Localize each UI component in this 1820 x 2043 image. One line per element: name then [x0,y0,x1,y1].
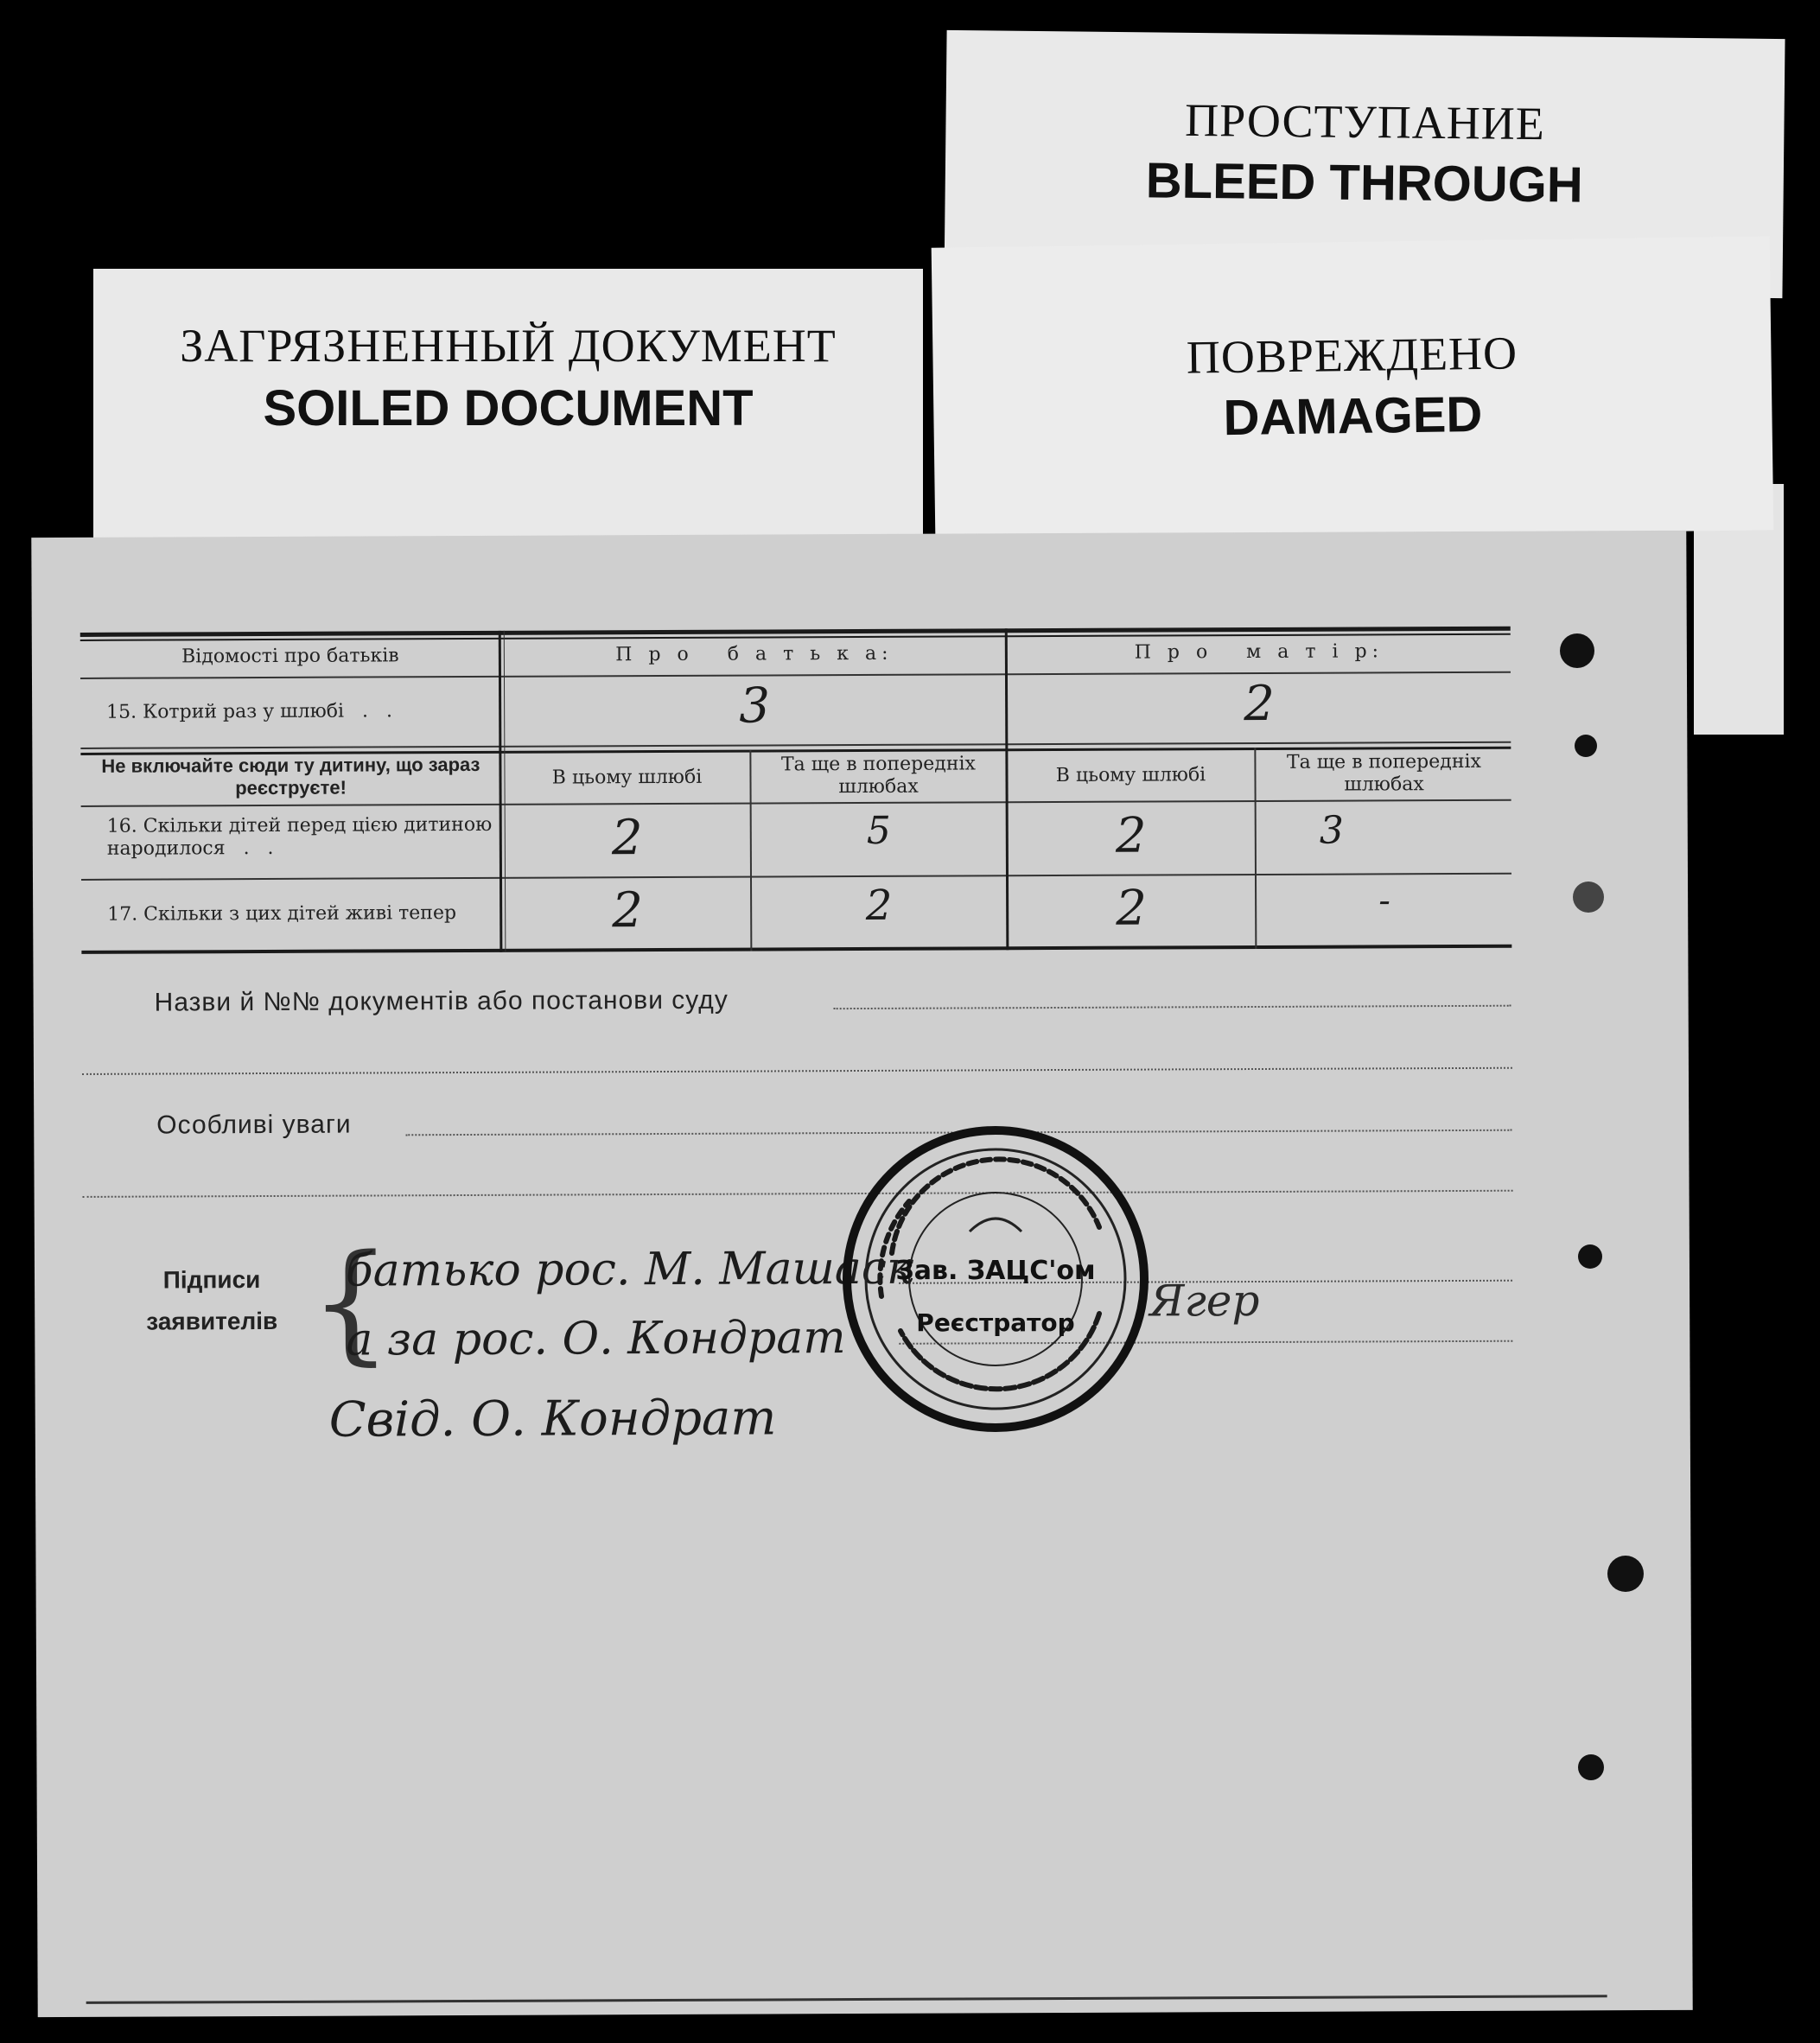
header-parents-info: Відомості про батьків [181,645,399,668]
signature-line-3: Свід. О. Кондрат [328,1390,777,1448]
signatures-brace: { [309,1227,392,1378]
bleed-through-en: BLEED THROUGH [1145,152,1584,213]
punch-hole [1573,881,1604,913]
soiled-document-label [93,269,923,554]
signatures-label: Підписи заявителів [146,1266,278,1335]
bleed-through-ru: ПРОСТУПАНИЕ [1184,93,1546,150]
punch-hole [1578,1754,1604,1780]
stamp-text-head: Зав. ЗАЦС'ом [895,1256,1096,1286]
punch-hole [1560,633,1594,668]
signature-line-1: батько рос. М. Машаск [345,1242,914,1297]
header-father: П р о б а т ь к а: [615,642,894,666]
row17-value-2: 2 [865,881,893,930]
soiled-document-ru: ЗАГРЯЗНЕННЫЙ ДОКУМЕНТ [180,320,837,372]
row17-value-4: - [1378,881,1390,921]
damaged-en: DAMAGED [1223,385,1483,447]
subheader-this-marriage-mother: В цьому шлюбі [1055,764,1206,787]
row16-label: 16. Скільки дітей перед цією дитиною народилося . . [106,813,499,860]
documents-label: Назви й №№ документів або постанови суду [154,985,729,1017]
row17-label: 17. Скільки з цих дітей живі тепер [107,902,457,926]
stamp-text-registrar: Реєстратор [916,1308,1075,1337]
row17-value-3: 2 [1116,880,1148,937]
subheader-previous-mother: Та ще в попередніх шлюбах [1286,750,1481,796]
header-mother: П р о м а т і р: [1134,640,1384,664]
registrar-signature: Ягер [1149,1275,1260,1327]
subheader-previous-father: Та ще в попередніх шлюбах [780,753,976,799]
row17-value-1: 2 [612,882,644,939]
punch-hole [1578,1244,1602,1269]
warning-exclude-child: Не включайте сюди ту дитину, що зараз реєструєте! [101,753,480,799]
signature-line-2: а за рос. О. Кондрат [346,1312,846,1366]
damaged-label [932,236,1774,542]
row16-value-2: 5 [866,808,891,853]
soiled-document-en: SOILED DOCUMENT [263,380,754,436]
row15-label: 15. Котрий раз у шлюбі . . [106,700,392,723]
row15-mother-value: 2 [1244,675,1276,733]
row16-value-1: 2 [611,810,643,867]
punch-hole [1575,735,1597,757]
official-seal-stamp [840,1123,1151,1435]
notes-label: Особливі уваги [156,1110,352,1140]
damaged-ru: ПОВРЕЖДЕНО [1186,327,1518,384]
row15-father-value: 3 [739,678,771,735]
row16-value-3: 2 [1115,807,1147,864]
subheader-this-marriage-father: В цьому шлюбі [551,766,703,789]
row16-value-4: 3 [1319,808,1344,853]
punch-hole [1607,1556,1644,1592]
